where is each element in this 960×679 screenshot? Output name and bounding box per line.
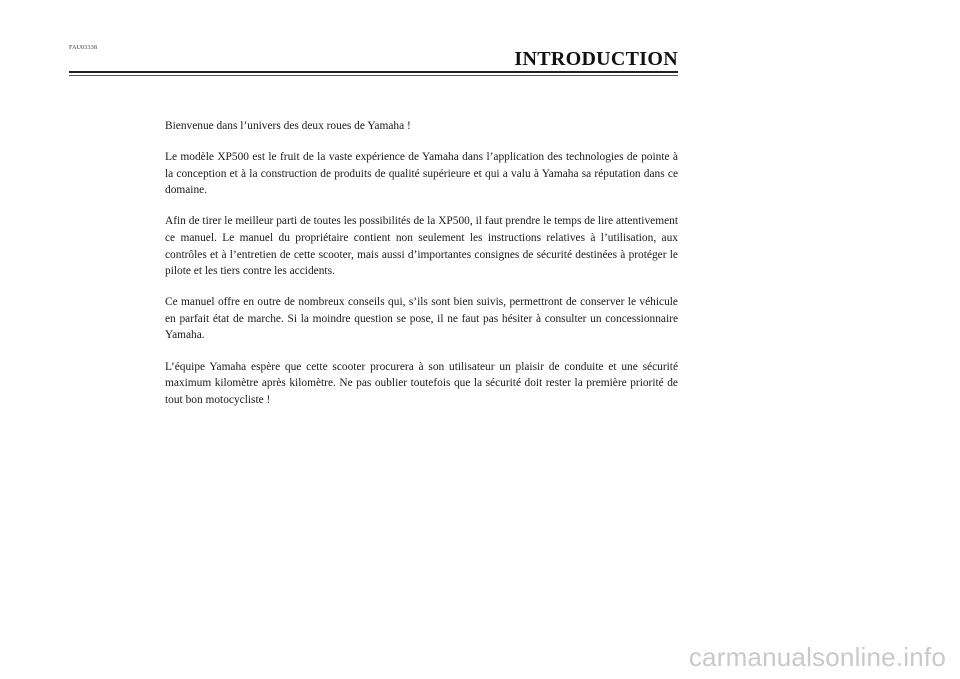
header-rule-thin xyxy=(69,75,678,76)
paragraph-advice: Ce manuel offre en outre de nombreux conseils qui, s’ils sont bien suivis, permettront de conserver le véhicule en parfait état de marche. Si la moindre question se pose, il ne faut pas hésiter à consulter un concessionnaire Yamaha. xyxy=(165,296,678,342)
paragraph-safety: L’équipe Yamaha espère que cette scooter procurera à son utilisateur un plaisir de conduite et une sécurité maximum kilomètre après kilomètre. Ne pas oublier toutefois que la sécurité doit rester la première priorité de tout bon motocycliste ! xyxy=(165,360,678,406)
page-title: INTRODUCTION xyxy=(514,48,678,70)
document-code: FAU03338 xyxy=(69,45,98,51)
header-rule-thick xyxy=(69,71,678,73)
paragraph-model: Le modèle XP500 est le fruit de la vaste expérience de Yamaha dans l’application des technologies de pointe à la conception et à la construction de produits de qualité supérieure et qui a valu à Yamaha sa réputation dans ce domaine. xyxy=(165,151,678,197)
paragraph-manual: Afin de tirer le meilleur parti de toutes les possibilités de la XP500, il faut prendre le temps de lire attentivement ce manuel. Le manuel du propriétaire contient non seulement les instructions relatives à l’utilisation, aux contrôles et à l’entretien de cette scooter, mais aussi d’importantes consignes de sécurité destinées à protéger le pilote et les tiers contre les accidents. xyxy=(165,215,678,278)
watermark: carmanualsonline.info xyxy=(688,642,946,672)
body-text xyxy=(165,118,678,423)
paragraph-welcome: Bienvenue dans l’univers des deux roues de Yamaha ! xyxy=(165,120,411,132)
